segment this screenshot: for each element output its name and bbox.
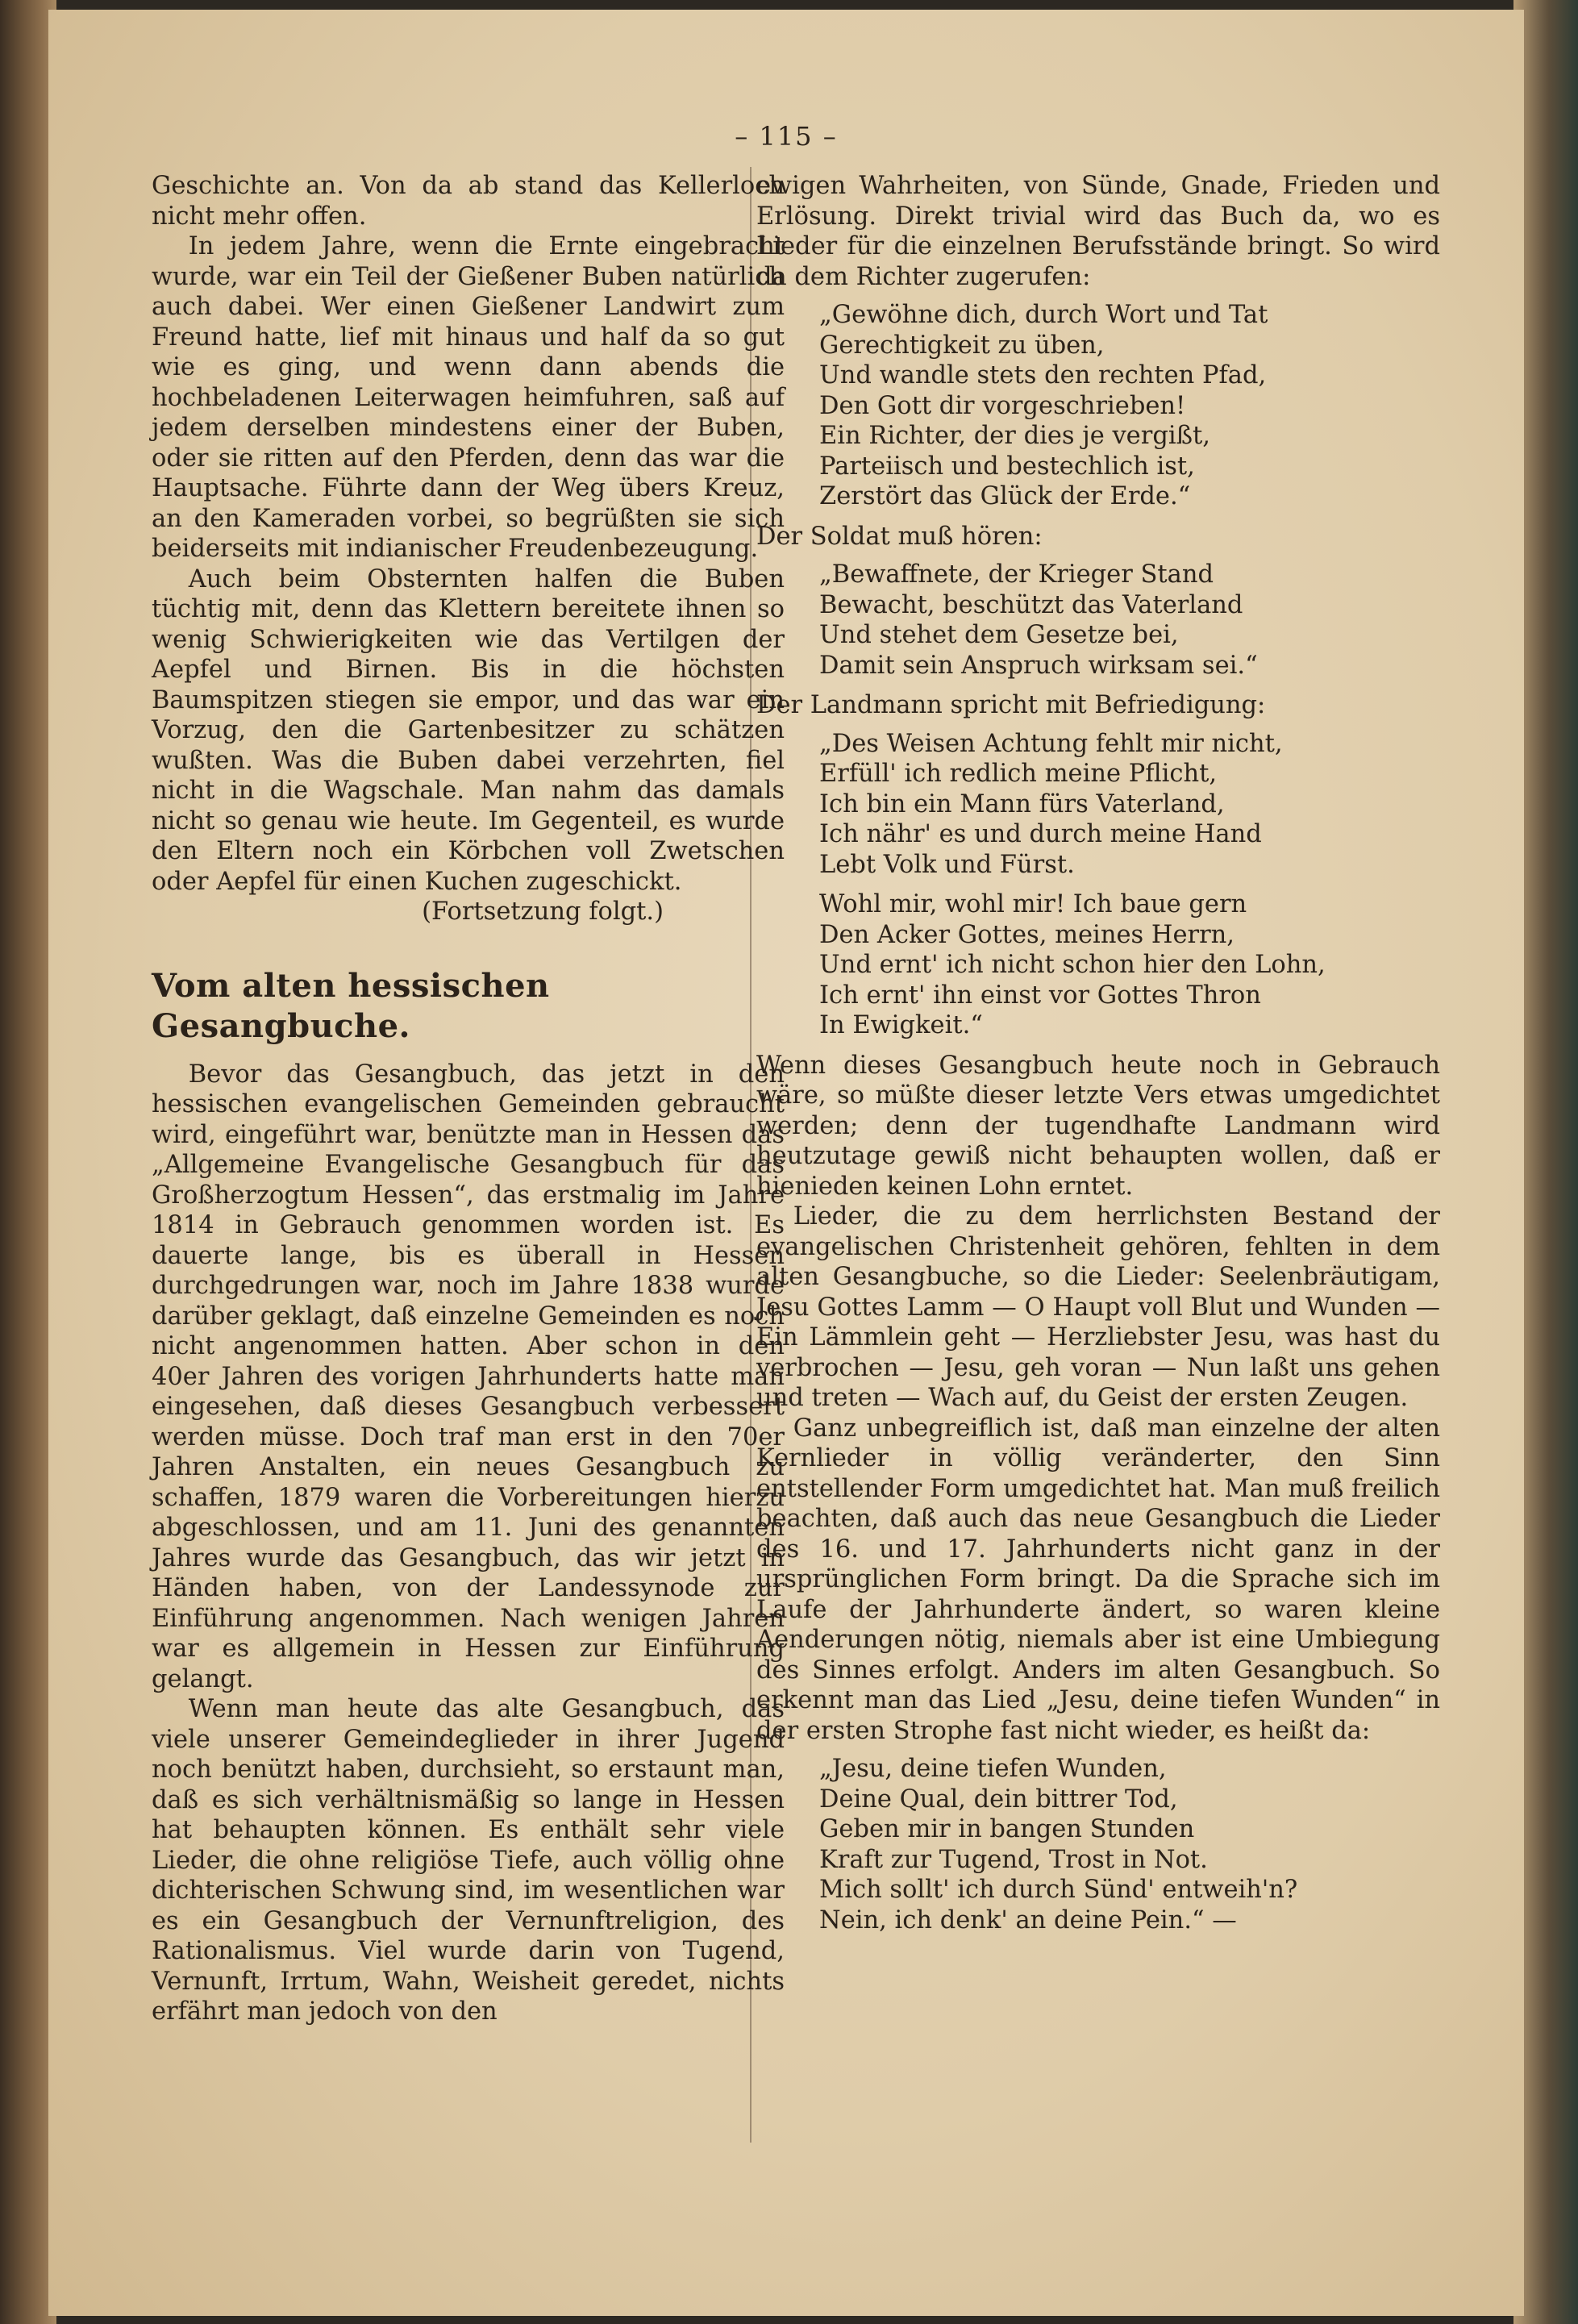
continuation-note: (Fortsetzung folgt.) (422, 898, 664, 926)
paragraph: Der Landmann spricht mit Befriedigung: (756, 691, 1266, 719)
verse-line: Erfüll' ich redlich meine Pflicht, (819, 760, 1218, 788)
verse-line: „Des Weisen Achtung fehlt mir nicht, (819, 729, 1283, 758)
paragraph: Bevor das Gesangbuch, das jetzt in den hessischen evangelischen Gemeinden gebraucht wird, eingeführt war, benützte man in Hessen das „Allgemeine Evangelische Gesangbuch für das Großherzogtum Hessen“, das erstmalig im Jahre 1814 in Gebrauch genommen worden ist. Es dauerte lange, bis es überall in Hessen durchgedrungen war, noch im Jahre 1838 wurde darüber geklagt, daß einzelne Gemeinden es noch nicht angenommen hatten. Aber schon in den 40er Jahren des vorigen Jahrhunderts hatte man eingesehen, daß dieses Gesangbuch verbessert werden müsse. Doch traf man erst in den 70er Jahren Anstalten, ein neues Gesangbuch zu schaffen, 1879 waren die Vorbereitungen hierzu abgeschlossen, und am 11. Juni des genannten Jahres wurde das Gesangbuch, das wir jetzt in Händen haben, von der Landessynode zur Einführung angenommen. Nach wenigen Jahren war es allgemein in Hessen zur Einführung gelangt. (152, 1060, 785, 1693)
verse-line: Ich ernt' ihn einst vor Gottes Thron (819, 981, 1261, 1010)
verse-line: Den Acker Gottes, meines Herrn, (819, 920, 1235, 949)
verse-line: Den Gott dir vorgeschrieben! (819, 391, 1186, 420)
left-column (152, 171, 785, 2027)
paragraph: ewigen Wahrheiten, von Sünde, Gnade, Frieden und Erlösung. Direkt trivial wird das Buch da, wo es Lieder für die einzelnen Berufsstände bringt. So wird da dem Richter zugerufen: (756, 172, 1440, 291)
verse-line: „Bewaffnete, der Krieger Stand (819, 560, 1214, 589)
paragraph: Geschichte an. Von da ab stand das Kellerloch nicht mehr offen. (152, 172, 785, 231)
verse-line: Ein Richter, der dies je vergißt, (819, 422, 1210, 450)
verse-line: Und wandle stets den rechten Pfad, (819, 361, 1267, 389)
paragraph: Lieder, die zu dem herrlichsten Bestand der evangelischen Christenheit gehören, fehlten in dem alten Gesangbuche, so die Lieder: Seelenbräutigam, Jesu Gottes Lamm — O Haupt voll Blut und Wunden — Ein Lämmlein geht — Herzliebster Jesu, was hast du verbrochen — Jesu, geh voran — Nun laßt uns gehen und treten — Wach auf, du Geist der ersten Zeugen. (756, 1202, 1440, 1412)
verse-line: Deine Qual, dein bittrer Tod, (819, 1785, 1178, 1814)
verse-judge (819, 300, 1440, 512)
paragraph: Wenn man heute das alte Gesangbuch, das viele unserer Gemeindeglieder in ihrer Jugend noch benützt haben, durchsieht, so erstaunt man, daß es sich verhältnismäßig so lange in Hessen hat behaupten können. Es enthält sehr viele Lieder, die ohne religiöse Tiefe, auch völlig ohne dichterischen Schwung sind, im wesentlichen war es ein Gesangbuch der Vernunftreligion, des Rationalismus. Viel wurde darin von Tugend, Vernunft, Irrtum, Wahn, Weisheit geredet, nichts erfährt man jedoch von den (152, 1695, 785, 2026)
paragraph: Ganz unbegreiflich ist, daß man einzelne der alten Kernlieder in völlig veränderter, den Sinn entstellender Form umgedichtet hat. Man muß freilich beachten, daß auch das neue Gesangbuch die Lieder des 16. und 17. Jahrhunderts nicht ganz in der ursprünglichen Form bringt. Da die Sprache sich im Laufe der Jahrhunderte ändert, so waren kleine Aenderungen nötig, niemals aber ist eine Umbiegung des Sinnes erfolgt. Anders im alten Gesangbuch. So erkennt man das Lied „Jesu, deine tiefen Wunden“ in der ersten Strophe fast nicht wieder, es heißt da: (756, 1414, 1440, 1745)
verse-line: Lebt Volk und Fürst. (819, 850, 1075, 879)
verse-line: Bewacht, beschützt das Vaterland (819, 590, 1243, 619)
paragraph: Auch beim Obsternten halfen die Buben tüchtig mit, denn das Klettern bereitete ihnen so wenig Schwierigkeiten wie das Vertilgen der Aepfel und Birnen. Bis in die höchsten Baumspitzen stiegen sie empor, und das war ein Vorzug, den die Gartenbesitzer zu schätzen wußten. Was die Buben dabei verzehrten, fiel nicht in die Wagschale. Man nahm das damals nicht so genau wie heute. Im Gegenteil, es wurde den Eltern noch ein Körbchen voll Zwetschen oder Aepfel für einen Kuchen zugeschickt. (152, 564, 785, 896)
verse-line: Nein, ich denk' an deine Pein.“ — (819, 1905, 1237, 1935)
page-number: – 115 – (735, 121, 838, 152)
verse-line: Und stehet dem Gesetze bei, (819, 621, 1179, 649)
article-heading: Vom alten hessischen Gesangbuche. (152, 966, 550, 1045)
verse-line: „Gewöhne dich, durch Wort und Tat (819, 301, 1268, 329)
stanza-gap (819, 880, 1440, 889)
verse-soldier (819, 560, 1440, 681)
verse-line: Parteiisch und bestechlich ist, (819, 452, 1195, 481)
verse-line: „Jesu, deine tiefen Wunden, (819, 1755, 1167, 1783)
verse-line: Ich nähr' es und durch meine Hand (819, 820, 1262, 848)
verse-line: Damit sein Anspruch wirksam sei.“ (819, 651, 1258, 680)
verse-line: Und ernt' ich nicht schon hier den Lohn, (819, 951, 1326, 979)
verse-line: Gerechtigkeit zu üben, (819, 331, 1105, 360)
paragraph: Wenn dieses Gesangbuch heute noch in Gebrauch wäre, so müßte dieser letzte Vers etwas umgedichtet werden; denn der tugendhafte Landmann wird heutzutage gewiß nicht behaupten wollen, daß er hienieden keinen Lohn erntet. (756, 1051, 1440, 1201)
book-page (48, 10, 1524, 2316)
verse-hymn (819, 1754, 1440, 1935)
paragraph: Der Soldat muß hören: (756, 522, 1043, 551)
verse-line: In Ewigkeit.“ (819, 1011, 983, 1039)
verse-line: Ich bin ein Mann fürs Vaterland, (819, 789, 1225, 818)
verse-line: Geben mir in bangen Stunden (819, 1815, 1195, 1843)
verse-line: Mich sollt' ich durch Sünd' entweih'n? (819, 1876, 1298, 1904)
right-column (756, 171, 1440, 1945)
verse-line: Kraft zur Tugend, Trost in Not. (819, 1845, 1208, 1874)
verse-line: Zerstört das Glück der Erde.“ (819, 482, 1191, 510)
verse-line: Wohl mir, wohl mir! Ich baue gern (819, 890, 1247, 918)
verse-farmer (819, 729, 1440, 1041)
paragraph: In jedem Jahre, wenn die Ernte eingebracht wurde, war ein Teil der Gießener Buben natürlich auch dabei. Wer einen Gießener Landwirt zum Freund hatte, lief mit hinaus und half da so gut wie es ging, und wenn dann abends die hochbeladenen Leiterwagen heimfuhren, saß auf jedem derselben mindestens einer der Buben, oder sie ritten auf den Pferden, denn das war die Hauptsache. Führte dann der Weg übers Kreuz, an den Kameraden vorbei, so begrüßten sie sich beiderseits mit indianischer Freudenbezeugung. (152, 232, 785, 563)
